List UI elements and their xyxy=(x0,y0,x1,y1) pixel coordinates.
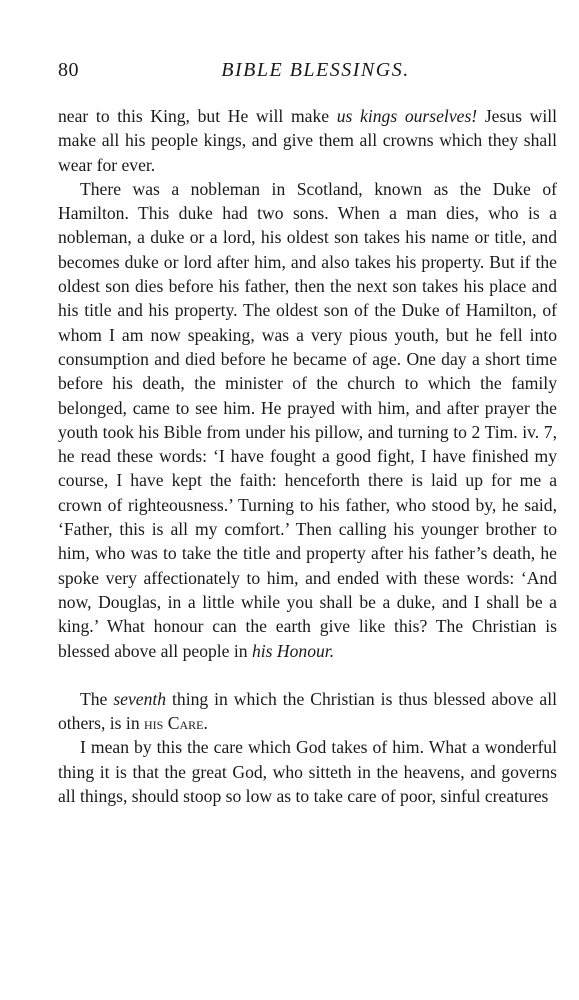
book-page xyxy=(58,58,557,808)
paragraph-gods-care xyxy=(58,735,557,808)
paragraph-seventh-blessing xyxy=(58,687,557,736)
small-caps-heading: his Care. xyxy=(144,713,208,734)
text-run: thing in which the Christian is thus blessed above all others, is in xyxy=(58,688,557,734)
paragraph-duke-of-hamilton xyxy=(58,177,557,663)
page-body xyxy=(58,104,557,808)
italic-emphasis: us kings ourselves! xyxy=(336,106,478,126)
text-run: near to this King, but He will make xyxy=(58,106,337,126)
paragraph-continuation xyxy=(58,104,557,177)
page-number: 80 xyxy=(58,59,79,81)
text-run: Jesus will make all his people kings, and give them all crowns which they shall wear for ever. xyxy=(58,106,557,175)
text-run: I mean by this the care which God takes of him. What a wonderful thing it is that the great God, who sitteth in the heavens, and governs all things, should stoop so low as to take care of poor, sinful creatures xyxy=(58,737,557,807)
page-header xyxy=(58,58,557,88)
italic-emphasis: his Honour. xyxy=(251,640,335,661)
running-title: BIBLE BLESSINGS. xyxy=(221,59,410,81)
italic-emphasis: seventh xyxy=(113,688,167,709)
text-run: The xyxy=(80,688,114,709)
section-break xyxy=(58,663,557,687)
text-run: There was a nobleman in Scotland, known as the Duke of Hamilton. This duke had two sons. When a man dies, who is a nobleman, a duke or a lord, his oldest son takes his name or title, and becomes duke or lord after him, and also takes his property. But if the oldest son dies before his father, then the next son takes his place and his title and his property. The oldest son of the Duke of Hamilton, of whom I am now speaking, was a very pious youth, but he fell into consumption and died before he became of age. One day a short time before his death, the minister of the church to which the family belonged, came to see him. He prayed with him, and after prayer the youth took his Bible from under his pillow, and turning to 2 Tim. iv. 7, he read these words: ‘I have fought a good fight, I have finished my course, I have kept the faith: henceforth there is laid up for me a crown of righteousness.’ Turning to his father, who stood by, he said, ‘Father, this is all my comfort.’ Then calling his younger brother to him, who was to take the title and property after his father’s death, he spoke very affectionately to him, and ended with these words: ‘And now, Douglas, in a little while you shall be a duke, and I shall be a king.’ What honour can the earth give like this? The Christian is blessed above all people in xyxy=(58,178,557,661)
